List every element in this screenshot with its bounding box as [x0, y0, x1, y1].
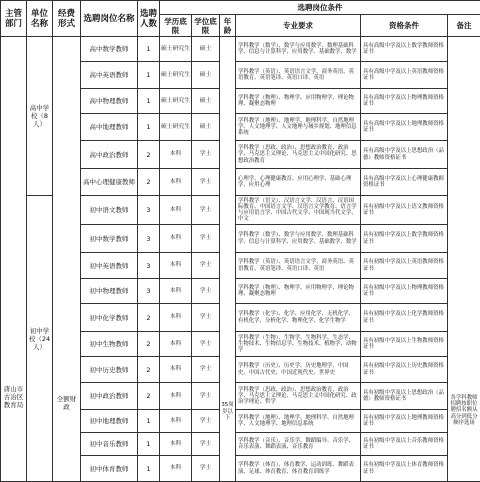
- header-degree: 学位底限: [192, 15, 220, 37]
- position-cell: 高中物理教师: [81, 89, 138, 114]
- degree-cell: 学士: [192, 304, 220, 332]
- qualification-cell: 具有高级中学及以上地理教师资格证书: [361, 114, 448, 141]
- header-position: 选聘岗位名称: [81, 1, 138, 37]
- education-cell: 本科: [160, 196, 192, 225]
- degree-cell: 学士: [192, 410, 220, 433]
- header-count: 选聘人数: [138, 1, 160, 37]
- education-cell: 本科: [160, 304, 192, 332]
- count-cell: 2: [138, 304, 160, 332]
- education-cell: 本科: [160, 433, 192, 456]
- position-cell: 高中数学教师: [81, 37, 138, 62]
- count-cell: 3: [138, 196, 160, 225]
- degree-cell: 硕士: [192, 62, 220, 89]
- major-cell: 学科教学（物理）、物理学、应用物理学、理论物理、凝聚态物理: [236, 89, 361, 114]
- position-cell: 高中政治教师: [81, 141, 138, 169]
- major-cell: 学科教学（思政、政治）、思想政治教育、政治学、马克思主义理论、马克思主义中国化研究、政治学理论、哲学: [236, 383, 361, 410]
- qualification-cell: 具有初级中学及以上生物教师资格证书: [361, 332, 448, 357]
- position-cell: 高中地理教师: [81, 114, 138, 141]
- position-cell: 初中数学教师: [81, 225, 138, 253]
- education-cell: 硕士研究生: [160, 62, 192, 89]
- header-age: 年龄: [220, 15, 236, 37]
- education-cell: 硕士研究生: [160, 114, 192, 141]
- qualification-cell: 具有初级中学及以上语文教师资格证书: [361, 196, 448, 225]
- education-cell: 本科: [160, 141, 192, 169]
- count-cell: 1: [138, 456, 160, 482]
- count-cell: 2: [138, 332, 160, 357]
- major-cell: 学科教学（地理）、地理学、地理科学、自然地理学、人文地理学、人文地理与城乡规划、地理信息系统: [236, 114, 361, 141]
- count-cell: 2: [138, 357, 160, 383]
- header-conditions: 选聘岗位条件: [160, 1, 480, 15]
- major-cell: 学科教学（英语）、英语语言文学、商务英语、英语教育、英语笔译、英语口译、英语: [236, 62, 361, 89]
- education-cell: 本科: [160, 169, 192, 196]
- qualification-cell: 具有初级中学及以上数学教师资格证书: [361, 225, 448, 253]
- remarks-cell: 各学科教师招聘按职位聘招名额从高分到低分顺序选岗: [448, 37, 480, 482]
- education-cell: 硕士研究生: [160, 37, 192, 62]
- position-cell: 高中心理健康教师: [81, 169, 138, 196]
- education-cell: 本科: [160, 357, 192, 383]
- position-cell: 初中体育教师: [81, 456, 138, 482]
- count-cell: 2: [138, 141, 160, 169]
- education-cell: 本科: [160, 225, 192, 253]
- qualification-cell: 具有初级中学及以上地理教师资格证书: [361, 410, 448, 433]
- qualification-cell: 具有高级中学及以上数学教师资格证书: [361, 37, 448, 62]
- count-cell: 1: [138, 89, 160, 114]
- major-cell: 学科教学（物理）、物理学、应用物理学、理论物理、凝聚态物理: [236, 279, 361, 304]
- qualification-cell: 具有初级中学及以上物理教师资格证书: [361, 279, 448, 304]
- degree-cell: 学士: [192, 279, 220, 304]
- major-cell: 学科教学（语文）、汉语言文学、汉语言、汉语国际教育、中国语言文学、汉语言文学教育、语言学与应用语言学、中国古代文学、中国现当代文学、中文: [236, 196, 361, 225]
- header-dept: 主管部门: [1, 1, 27, 37]
- education-cell: 本科: [160, 253, 192, 279]
- count-cell: 1: [138, 114, 160, 141]
- education-cell: 本科: [160, 410, 192, 433]
- header-remarks: 备注: [448, 15, 480, 37]
- qualification-cell: 具有高级中学及以上物理教师资格证书: [361, 89, 448, 114]
- qualification-cell: 具有初级中学及以上音乐教师资格证书: [361, 433, 448, 456]
- degree-cell: 学士: [192, 383, 220, 410]
- position-cell: 初中生物教师: [81, 332, 138, 357]
- qualification-cell: 具有初级中学及以上历史教师资格证书: [361, 357, 448, 383]
- degree-cell: 硕士: [192, 37, 220, 62]
- education-cell: 本科: [160, 456, 192, 482]
- position-cell: 初中物理教师: [81, 279, 138, 304]
- degree-cell: 学士: [192, 357, 220, 383]
- header-funding: 经费形式: [53, 1, 81, 37]
- position-cell: 初中化学教师: [81, 304, 138, 332]
- major-cell: 学科教学（数学）、数学与应用数学、数理基础科学、信息与计算科学、应用数学、基础数学、数学: [236, 225, 361, 253]
- major-cell: 学科教学（英语）、英语语言文学、商务英语、英语教育、英语笔译、英语口译、英语: [236, 253, 361, 279]
- major-cell: 心理学、心理健康教育、应用心理学、基础心理学、应用心理: [236, 169, 361, 196]
- qualification-cell: 具有高级中学及以上心理健康教师资格证书: [361, 169, 448, 196]
- table-body: [1, 37, 480, 482]
- degree-cell: 学士: [192, 141, 220, 169]
- position-cell: 初中历史教师: [81, 357, 138, 383]
- funding-cell: 全额财政: [53, 37, 81, 482]
- count-cell: 3: [138, 253, 160, 279]
- qualification-cell: 具有初级中学及以上英语教师资格证书: [361, 253, 448, 279]
- unit-group-cell: 初中学校（24人）: [27, 196, 53, 482]
- degree-cell: 学士: [192, 253, 220, 279]
- position-cell: 初中英语教师: [81, 253, 138, 279]
- education-cell: 硕士研究生: [160, 89, 192, 114]
- unit-group-cell: 高中学校（8人）: [27, 37, 53, 196]
- count-cell: 1: [138, 62, 160, 89]
- count-cell: 3: [138, 279, 160, 304]
- major-cell: 学科教学（数学）、数学与应用数学、数理基础科学、信息与计算科学、应用数学、基础数学、数学: [236, 37, 361, 62]
- count-cell: 2: [138, 383, 160, 410]
- position-cell: 初中地理教师: [81, 410, 138, 433]
- qualification-cell: 具有高级中学及以上英语教师资格证书: [361, 62, 448, 89]
- degree-cell: 学士: [192, 169, 220, 196]
- count-cell: 2: [138, 169, 160, 196]
- degree-cell: 学士: [192, 433, 220, 456]
- header-major: 专业要求: [236, 15, 361, 37]
- qualification-cell: 具有高级中学及以上思想政治（品德）教师资格证书: [361, 141, 448, 169]
- count-cell: 1: [138, 410, 160, 433]
- count-cell: 3: [138, 225, 160, 253]
- degree-cell: 硕士: [192, 114, 220, 141]
- degree-cell: 学士: [192, 456, 220, 482]
- qualification-cell: 具有初级中学及以上体育教师资格证书: [361, 456, 448, 482]
- degree-cell: 学士: [192, 332, 220, 357]
- education-cell: 本科: [160, 383, 192, 410]
- position-cell: 高中英语教师: [81, 62, 138, 89]
- position-cell: 初中音乐教师: [81, 433, 138, 456]
- major-cell: 学科教学（化学）、化学、应用化学、无机化学、有机化学、分析化学、物理化学、化学生物学: [236, 304, 361, 332]
- degree-cell: 学士: [192, 196, 220, 225]
- header-qualification: 资格条件: [361, 15, 448, 37]
- degree-cell: 学士: [192, 225, 220, 253]
- age-cell: 35周岁以下: [220, 37, 236, 482]
- header-education: 学历底限: [160, 15, 192, 37]
- major-cell: 学科教学（地理）、地理学、地理科学、自然地理学、人文地理学、地理信息系统: [236, 410, 361, 433]
- position-cell: 初中政治教师: [81, 383, 138, 410]
- major-cell: 学科教学（音乐）、音乐学、舞蹈编导、音乐学、音乐表演、舞蹈表演、音乐教育: [236, 433, 361, 456]
- dept-cell: 唐山市古冶区教育局: [1, 37, 27, 482]
- major-cell: 学科教学（思政、政治）、思想政治教育、政治学、马克思主义理论、马克思主义中国化研究、思想政治教育: [236, 141, 361, 169]
- qualification-cell: 具有初级中学及以上化学教师资格证书: [361, 304, 448, 332]
- major-cell: 学科教学（生物）、生物学、生物科学、生态学、生物技术、生物信息学、生物技术、植物学、动物学: [236, 332, 361, 357]
- count-cell: 1: [138, 37, 160, 62]
- count-cell: 1: [138, 433, 160, 456]
- qualification-cell: 具有初级中学及以上思想政治（品德）教师资格证书: [361, 383, 448, 410]
- position-cell: 初中语文教师: [81, 196, 138, 225]
- header-unit: 单位名称: [27, 1, 53, 37]
- table-row: [1, 37, 480, 62]
- major-cell: 学科教学（体育）、体育教学、运动训练、舞蹈表演、足球、体育教育、体育教育训练学: [236, 456, 361, 482]
- degree-cell: 硕士: [192, 89, 220, 114]
- major-cell: 学科教学（历史）、历史学、历史地理学、中国史、中国古代史、中国近现代史、世界史: [236, 357, 361, 383]
- education-cell: 本科: [160, 279, 192, 304]
- education-cell: 本科: [160, 332, 192, 357]
